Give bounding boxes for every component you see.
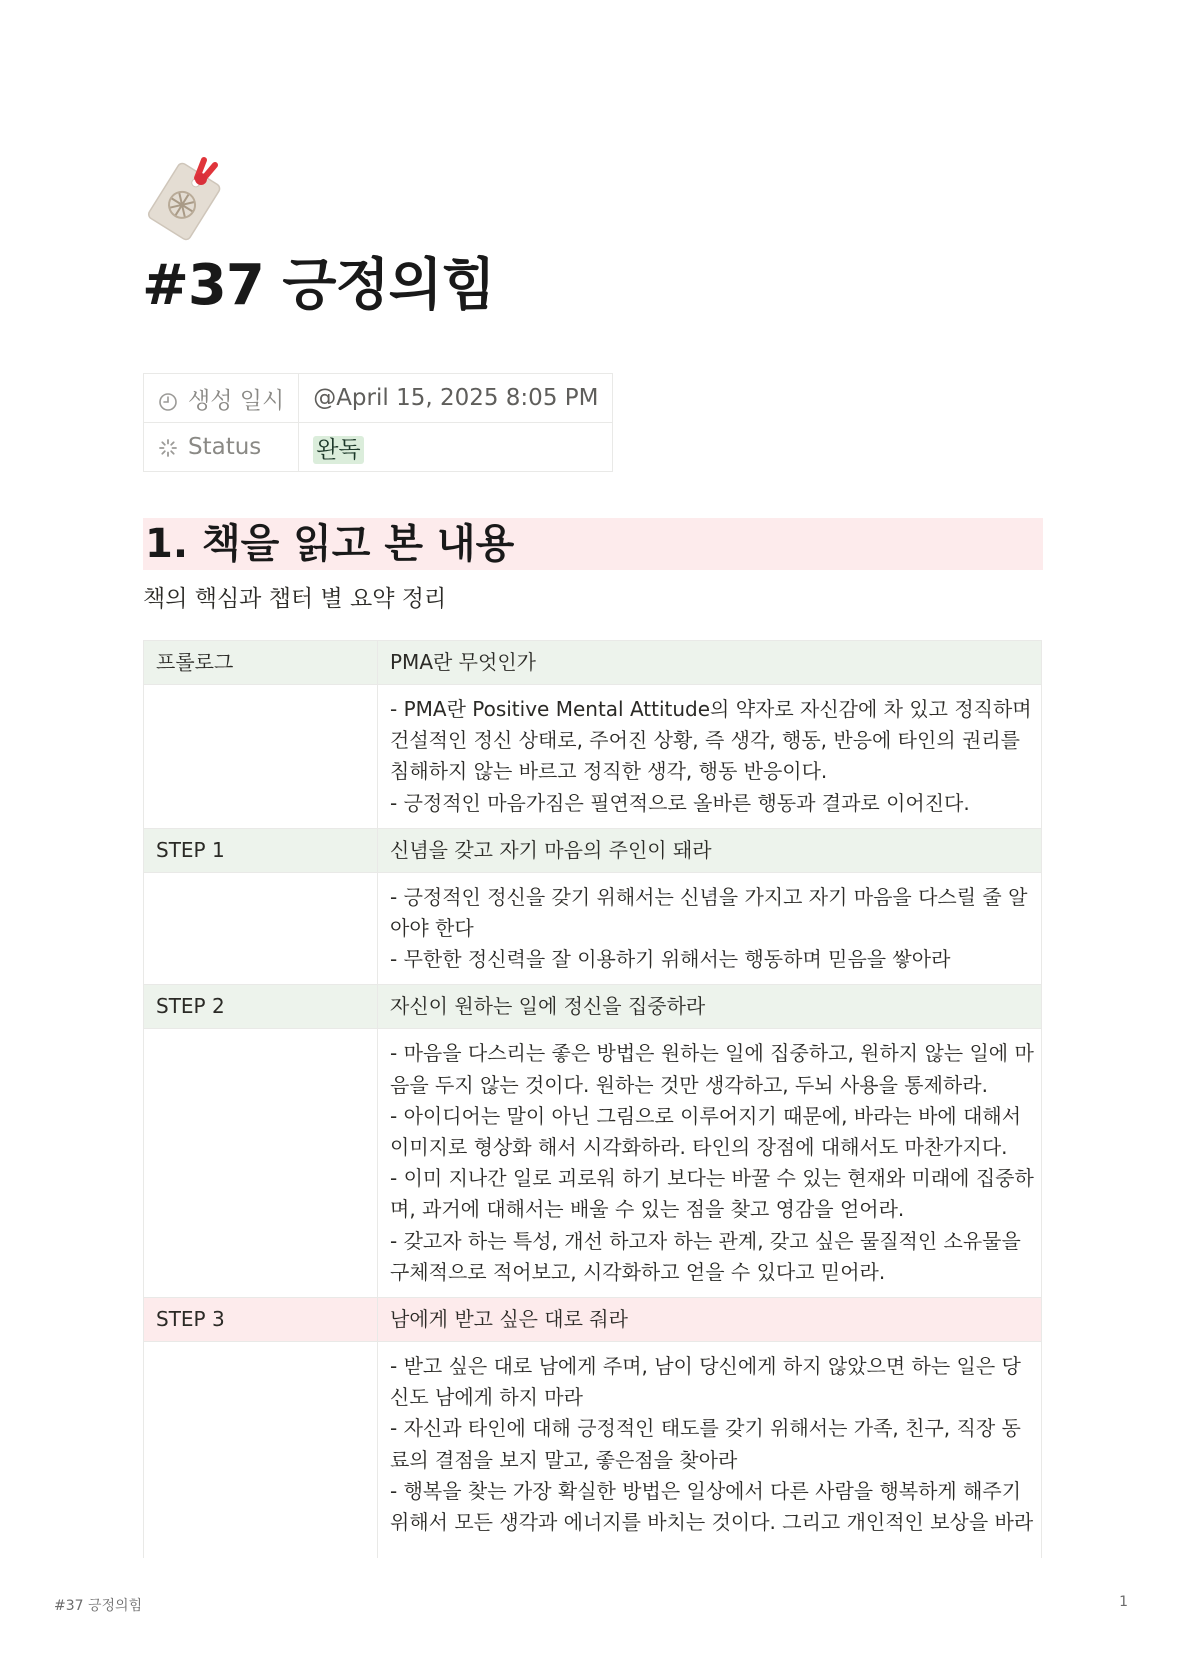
property-value[interactable]: @April 15, 2025 8:05 PM bbox=[299, 374, 613, 423]
table-row bbox=[144, 1029, 1042, 1298]
footer-page-number: 1 bbox=[1119, 1594, 1128, 1610]
chapter-label[interactable]: STEP 1 bbox=[144, 828, 378, 872]
status-loader-icon bbox=[158, 438, 178, 458]
table-row bbox=[144, 1298, 1042, 1342]
note-line: 료의 결점을 보지 말고, 좋은점을 찾아라 bbox=[390, 1447, 738, 1472]
chapter-title[interactable]: 자신이 원하는 일에 정신을 집중하라 bbox=[378, 985, 1042, 1029]
property-label-text: Status bbox=[188, 434, 262, 460]
property-created-time[interactable] bbox=[144, 374, 613, 423]
section-heading: 1. 책을 읽고 본 내용 bbox=[143, 518, 1043, 570]
note-line: - 이미 지나간 일로 괴로워 하기 보다는 바꿀 수 있는 현재와 미래에 집중하 bbox=[390, 1166, 1034, 1191]
empty-cell[interactable] bbox=[144, 872, 378, 985]
note-line: 음을 두지 않는 것이다. 원하는 것만 생각하고, 두뇌 사용을 통제하라. bbox=[390, 1072, 988, 1097]
clock-icon bbox=[158, 392, 178, 412]
property-label bbox=[144, 374, 299, 423]
table-row bbox=[144, 641, 1042, 685]
note-line: - 마음을 다스리는 좋은 방법은 원하는 일에 집중하고, 원하지 않는 일에 마 bbox=[390, 1041, 1034, 1066]
table-row bbox=[144, 985, 1042, 1029]
chapter-title[interactable]: PMA란 무엇인가 bbox=[378, 641, 1042, 685]
property-label bbox=[144, 423, 299, 472]
note-line: - 받고 싶은 대로 남에게 주며, 남이 당신에게 하지 않았으면 하는 일은 당 bbox=[390, 1354, 1021, 1379]
note-line: 이미지로 형상화 해서 시각화하라. 타인의 장점에 대해서도 마찬가지다. bbox=[390, 1135, 1008, 1160]
empty-cell[interactable] bbox=[144, 685, 378, 829]
note-line: 며, 과거에 대해서는 배울 수 있는 점을 찾고 영감을 얻어라. bbox=[390, 1197, 905, 1222]
note-line: - 무한한 정신력을 잘 이용하기 위해서는 행동하며 믿음을 쌓아라 bbox=[390, 947, 951, 972]
property-label-text: 생성 일시 bbox=[188, 387, 285, 414]
chapter-summary-table bbox=[143, 640, 1042, 1558]
note-line: - 행복을 찾는 가장 확실한 방법은 일상에서 다른 사람을 행복하게 해주기 bbox=[390, 1478, 1022, 1503]
table-row bbox=[144, 685, 1042, 829]
note-line: 구체적으로 적어보고, 시각화하고 얻을 수 있다고 믿어라. bbox=[390, 1259, 886, 1284]
note-line: 건설적인 정신 상태로, 주어진 상황, 즉 생각, 행동, 반응에 타인의 권리를 bbox=[390, 728, 1020, 753]
page-icon[interactable] bbox=[142, 156, 228, 242]
chapter-title[interactable]: 신념을 갖고 자기 마음의 주인이 돼라 bbox=[378, 828, 1042, 872]
note-line: 위해서 모든 생각과 에너지를 바치는 것이다. 그리고 개인적인 보상을 바라 bbox=[390, 1510, 1034, 1535]
empty-cell[interactable] bbox=[144, 1029, 378, 1298]
note-line: 신도 남에게 하지 마라 bbox=[390, 1385, 583, 1410]
section-subtitle: 책의 핵심과 챕터 별 요약 정리 bbox=[143, 586, 447, 612]
footer-document-title: #37 긍정의힘 bbox=[54, 1598, 143, 1614]
note-line: - 긍정적인 정신을 갖기 위해서는 신념을 가지고 자기 마음을 다스릴 줄 알 bbox=[390, 884, 1028, 909]
note-line: - 아이디어는 말이 아닌 그림으로 이루어지기 때문에, 바라는 바에 대해서 bbox=[390, 1103, 1022, 1128]
chapter-notes[interactable] bbox=[378, 1029, 1042, 1298]
chapter-title[interactable]: 남에게 받고 싶은 대로 줘라 bbox=[378, 1298, 1042, 1342]
note-line: 아야 한다 bbox=[390, 916, 474, 941]
note-line: - 갖고자 하는 특성, 개선 하고자 하는 관계, 갖고 싶은 물질적인 소유물을 bbox=[390, 1228, 1021, 1253]
chapter-notes[interactable] bbox=[378, 1342, 1042, 1559]
empty-cell[interactable] bbox=[144, 1342, 378, 1559]
chapter-notes[interactable] bbox=[378, 685, 1042, 829]
status-tag[interactable]: 완독 bbox=[313, 436, 363, 464]
note-line: - 긍정적인 마음가짐은 필연적으로 올바른 행동과 결과로 이어진다. bbox=[390, 790, 970, 815]
chapter-label[interactable]: 프롤로그 bbox=[144, 641, 378, 685]
note-line: - 자신과 타인에 대해 긍정적인 태도를 갖기 위해서는 가족, 친구, 직장 동 bbox=[390, 1416, 1021, 1441]
note-line: - PMA란 Positive Mental Attitude의 약자로 자신감에 차 있고 정직하며 bbox=[390, 697, 1032, 721]
chapter-notes[interactable] bbox=[378, 872, 1042, 985]
table-row bbox=[144, 828, 1042, 872]
table-row bbox=[144, 872, 1042, 985]
property-status[interactable] bbox=[144, 423, 613, 472]
chapter-label[interactable]: STEP 3 bbox=[144, 1298, 378, 1342]
table-row bbox=[144, 1342, 1042, 1559]
chapter-label[interactable]: STEP 2 bbox=[144, 985, 378, 1029]
page-title: #37 긍정의힘 bbox=[142, 253, 495, 318]
note-line: 침해하지 않는 바르고 정직한 생각, 행동 반응이다. bbox=[390, 759, 828, 784]
property-value[interactable] bbox=[299, 423, 613, 472]
page-properties bbox=[143, 373, 613, 472]
pushpin-tag-icon bbox=[142, 156, 228, 242]
